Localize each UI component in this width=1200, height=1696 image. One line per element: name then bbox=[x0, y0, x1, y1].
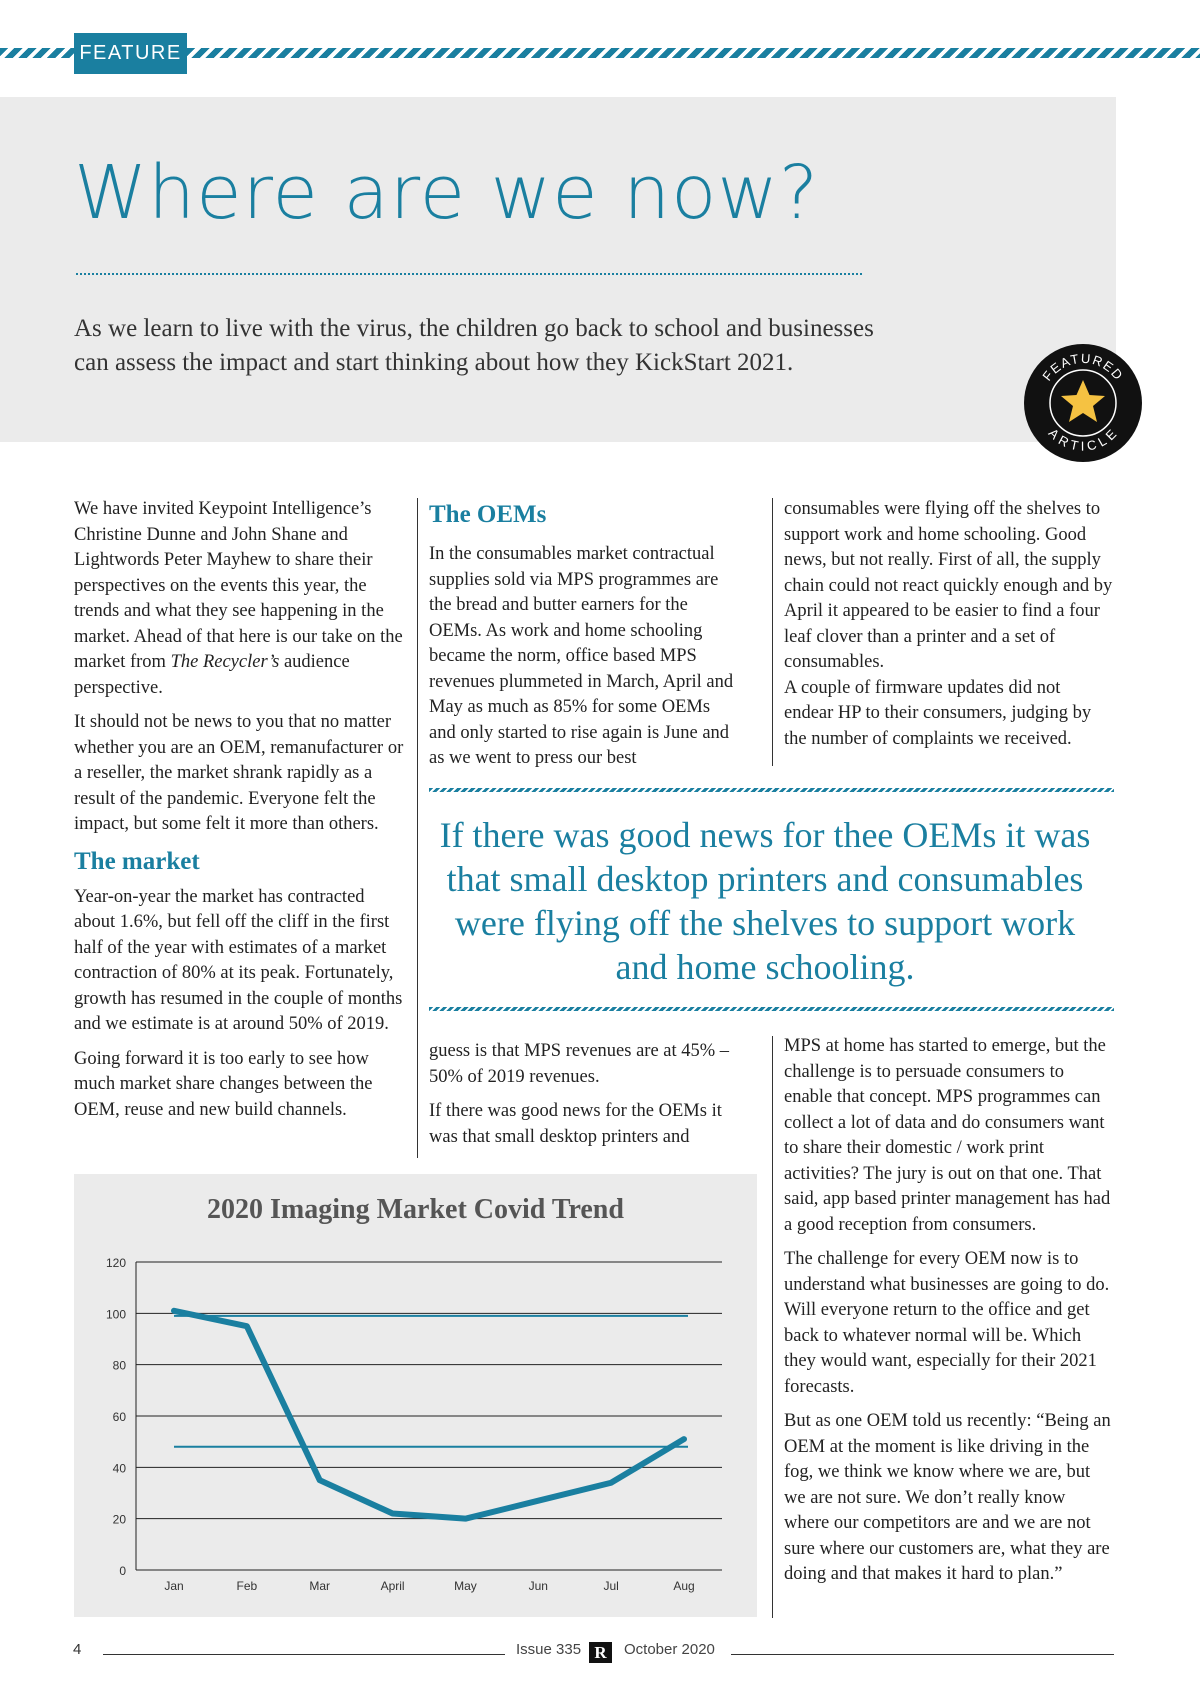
badge-text-bottom: ARTICLE bbox=[1045, 425, 1121, 454]
x-tick-label: May bbox=[454, 1579, 477, 1593]
page-number: 4 bbox=[73, 1641, 82, 1658]
heading-the-oems: The OEMs bbox=[429, 501, 547, 528]
col2-paragraph-2: guess is that MPS revenues are at 45% – 50% of 2019 revenues. bbox=[429, 1041, 730, 1087]
y-tick-label: 60 bbox=[112, 1410, 126, 1424]
y-tick-label: 120 bbox=[105, 1256, 126, 1270]
header-band bbox=[0, 97, 1116, 442]
y-tick-label: 0 bbox=[119, 1564, 126, 1578]
page-title: Where are we now? bbox=[74, 150, 820, 236]
col1-paragraph-1: We have invited Keypoint Intelligence’s Christine Dunne and John Shane and Lightwords Peter Mayhew to share their perspectives on the events this year, the trends and what they see happening in the market. Ahead of that here is our take on the market from The Recycler’s audience perspective. bbox=[74, 499, 403, 698]
featured-article-badge bbox=[1024, 344, 1142, 462]
chart-panel bbox=[74, 1174, 757, 1617]
y-tick-label: 100 bbox=[105, 1307, 126, 1322]
badge-text-top: FEATURED bbox=[1039, 350, 1127, 384]
pull-quote: If there was good news for thee OEMs it was that small desktop printers and consumables were flying off the shelves to support work and home schooling. bbox=[439, 815, 1091, 987]
y-tick-label: 40 bbox=[112, 1461, 126, 1476]
x-tick-label: Mar bbox=[309, 1579, 331, 1593]
footer-rule-left bbox=[103, 1654, 505, 1655]
series-line bbox=[174, 1311, 684, 1519]
column-3-bottom bbox=[784, 1034, 1114, 1597]
line-chart bbox=[74, 1174, 757, 1617]
col1-paragraph-2: It should not be news to you that no matter whether you are an OEM, remanufacturer or a reseller, the market shrank rapidly as a result of the pandemic. Everyone felt the impact, but some felt it more than others. bbox=[74, 712, 404, 834]
column-2-top bbox=[429, 498, 739, 781]
x-tick-label: Feb bbox=[236, 1579, 258, 1593]
x-tick-label: April bbox=[380, 1579, 405, 1593]
column-2-bottom bbox=[429, 1039, 739, 1159]
pullquote-bottom-rule bbox=[429, 1007, 1114, 1011]
y-tick-label: 80 bbox=[112, 1358, 126, 1373]
col3-paragraph-1: consumables were flying off the shelves to support work and home schooling. Good news, but not really. First of all, the supply chain could not react quickly enough and by April it appeared to be easier to find a four leaf clover than a printer and a set of consumables. bbox=[784, 499, 1113, 672]
svg-text:FEATURED bbox=[1039, 351, 1126, 384]
section-tag: FEATURE bbox=[74, 33, 187, 74]
heading-the-market: The market bbox=[74, 847, 200, 875]
col1-paragraph-4: Going forward it is too early to see how much market share changes between the OEM, reuse and new build channels. bbox=[74, 1048, 373, 1120]
star-icon bbox=[1061, 380, 1105, 422]
x-tick-label: Aug bbox=[673, 1579, 695, 1593]
col3-paragraph-4: The challenge for every OEM now is to understand what businesses are going to do. Will everyone return to the office and get back to whatever normal will be. Which they would want, especially for their 2021 forecasts. bbox=[784, 1249, 1110, 1397]
title-divider bbox=[76, 273, 862, 275]
x-tick-label: Jun bbox=[528, 1579, 548, 1593]
standfirst: As we learn to live with the virus, the children go back to school and businesses can assess the impact and start thinking about how they KickStart 2021. bbox=[74, 315, 874, 376]
col1-paragraph-3: Year-on-year the market has contracted about 1.6%, but fell off the cliff in the first half of the year with estimates of a market contraction of 80% at its peak. Fortunately, growth has resumed in the couple of months and we estimate is at around 50% of 2019. bbox=[74, 886, 403, 1034]
col2-paragraph-3: If there was good news for the OEMs it was that small desktop printers and bbox=[429, 1101, 722, 1147]
column-divider-1 bbox=[417, 498, 418, 1158]
col3-paragraph-2: A couple of firmware updates did not endear HP to their consumers, judging by the number of complaints we received. bbox=[784, 677, 1092, 749]
y-tick-label: 20 bbox=[112, 1512, 126, 1527]
svg-text:ARTICLE bbox=[1046, 425, 1121, 453]
recycler-logo: R bbox=[589, 1642, 612, 1663]
x-tick-label: Jul bbox=[603, 1579, 619, 1593]
col2-paragraph-1: In the consumables market contractual supplies sold via MPS programmes are the bread and butter earners for the OEMs. As work and home schooling became the norm, office based MPS revenues plummeted in March, April and May as much as 85% for some OEMs and only started to rise again is June and as we went to press our best bbox=[429, 544, 734, 768]
header-stripe-left bbox=[0, 48, 74, 58]
col3-paragraph-5: But as one OEM told us recently: “Being an OEM at the moment is like driving in the fog, we think we know where we are, but we are not sure. We don’t really know where our competitors are and we are not sure where our customers are, what they are doing and that makes it hard to plan.” bbox=[784, 1411, 1111, 1584]
column-3-top bbox=[784, 497, 1114, 761]
column-divider-3 bbox=[772, 1036, 773, 1618]
pullquote-top-rule bbox=[429, 788, 1114, 792]
header-stripe-right bbox=[187, 48, 1200, 58]
issue-date: October 2020 bbox=[624, 1641, 715, 1658]
x-tick-label: Jan bbox=[164, 1579, 184, 1593]
issue-number: Issue 335 bbox=[516, 1641, 582, 1658]
chart-title: 2020 Imaging Market Covid Trend bbox=[207, 1194, 624, 1225]
footer-rule-right bbox=[731, 1654, 1114, 1655]
column-1 bbox=[74, 497, 409, 1132]
column-divider-2 bbox=[772, 498, 773, 766]
col3-paragraph-3: MPS at home has started to emerge, but the challenge is to persuade consumers to enable that concept. MPS programmes can collect a lot of data and do consumers want to share their domestic / work print activities? The jury is out on that one. That said, app based printer management has had a good reception from consumers. bbox=[784, 1036, 1111, 1235]
